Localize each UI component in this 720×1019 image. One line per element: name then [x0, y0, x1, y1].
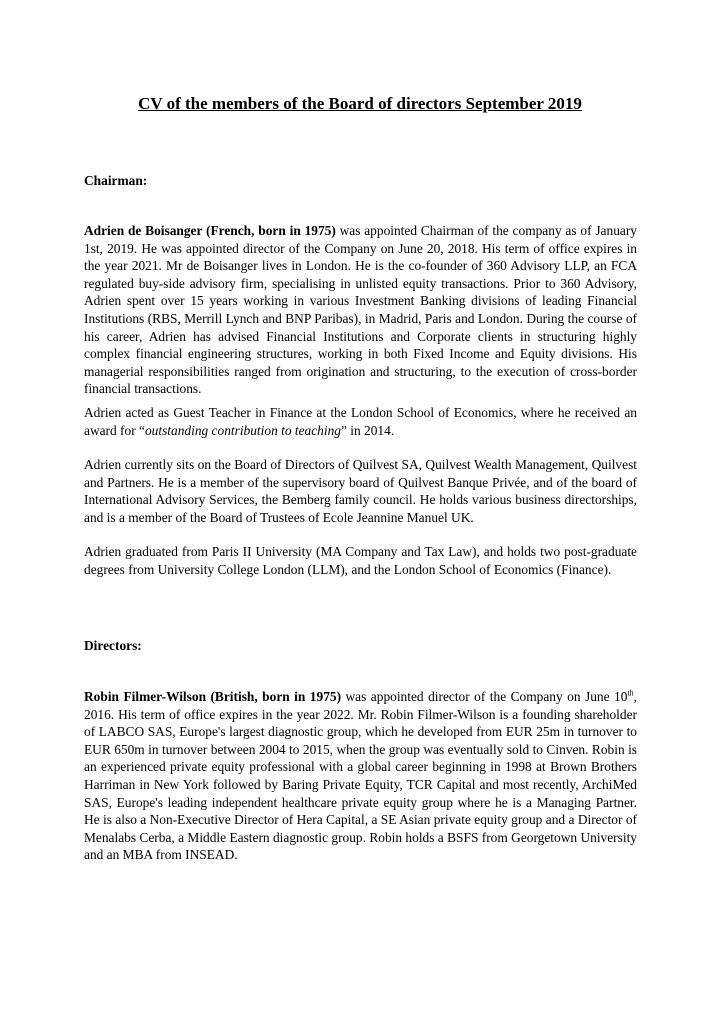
chairman-paragraph-4: Adrien graduated from Paris II University (MA Company and Tax Law), and holds two post-graduate degrees from University College London (LLM), and the London School of Economics (Finance).	[84, 544, 637, 577]
chairman-bio-text: was appointed Chairman of the company as of January 1st, 2019. He was appointed director of the Company on June 20, 2018. His term of office expires in the year 2021. Mr de Boisanger lives in London. He is the co-founder of 360 Advisory LLP, an FCA regulated buy-side advisory firm, specialising in unlisted equity transactions. Prior to 360 Advisory, Adrien spent over 15 years working in various Investment Banking divisions of leading Financial Institutions (RBS, Merrill Lynch and BNP Paribas), in Madrid, Paris and London. During the course of his career, Adrien has advised Financial Institutions and Corporate clients in structuring highly complex financial engineering structures, working in both Fixed Income and Equity divisions. His managerial responsibilities ranged from origination and structuring, to the execution of cross-border financial transactions.	[84, 223, 637, 397]
award-title: outstanding contribution to teaching	[144, 422, 341, 438]
director-appointment-text: was appointed director of the Company on June 10	[341, 689, 628, 704]
chairman-teaching-year: ” in 2014.	[340, 422, 395, 438]
director-bio-text: , 2016. His term of office expires in the year 2022. Mr. Robin Filmer-Wilson is a founding shareholder of LABCO SAS, Europe's largest diagnostic group, which he developed from EUR 25m in turnover to EUR 650m in turnover between 2004 to 2015, when the group was eventually sold to Cinven. Robin is an experienced private equity professional with a global career beginning in 1998 at Brown Brothers Harriman in New York followed by Baring Private Equity, TCR Capital and most recently, ArchiMed SAS, Europe's leading independent healthcare private equity group where he is a Managing Partner. He is also a Non-Executive Director of Hera Capital, a SE Asian private equity group and a Director of Menalabs Cerba, a Middle Eastern diagnostic group. Robin holds a BSFS from Georgetown University and an MBA from INSEAD.	[84, 689, 637, 863]
director-name: Robin Filmer-Wilson (British, born in 1975)	[84, 689, 342, 704]
chairman-paragraph-3: Adrien currently sits on the Board of Directors of Quilvest SA, Quilvest Wealth Management, Quilvest and Partners. He is a member of the supervisory board of Quilvest Banque Privée, and of the board of International Advisory Services, the Bemberg family council. He holds various business directorships, and is a member of the Board of Trustees of Ecole Jeannine Manuel UK.	[84, 457, 637, 525]
ordinal-suffix: th	[627, 688, 634, 698]
director-paragraph-1	[84, 688, 637, 864]
chairman-paragraph-1	[84, 222, 637, 398]
chairman-name: Adrien de Boisanger (French, born in 1975)	[84, 223, 336, 238]
chairman-heading: Chairman:	[84, 173, 148, 188]
document-title: CV of the members of the Board of directors September 2019	[138, 94, 582, 113]
directors-heading: Directors:	[84, 638, 142, 653]
chairman-teaching-text: Adrien acted as Guest Teacher in Finance at the London School of Economics, where he received an award for “	[84, 405, 637, 438]
chairman-paragraph-2	[84, 404, 637, 439]
